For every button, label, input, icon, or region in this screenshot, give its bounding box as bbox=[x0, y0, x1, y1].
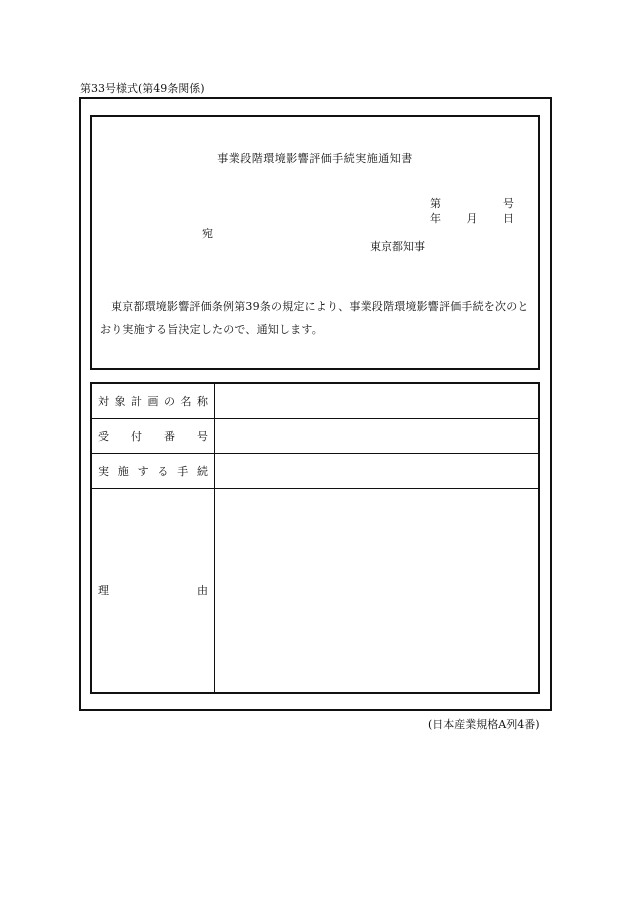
procedure-label: 実 施 す る 手 続 bbox=[91, 453, 215, 488]
notice-body-text: 東京都環境影響評価条例第39条の規定により、事業段階環境影響評価手続を次のとおり実施する旨決定したので、通知します。 bbox=[100, 300, 529, 336]
document-number-suffix: 号 bbox=[503, 197, 514, 210]
table-row bbox=[91, 488, 539, 693]
document-number-prefix: 第 bbox=[430, 197, 441, 210]
plan-name-field[interactable] bbox=[215, 383, 540, 418]
details-table bbox=[90, 382, 540, 694]
date-year-label: 年 bbox=[430, 212, 441, 225]
sender: 東京都知事 bbox=[370, 240, 425, 253]
notice-section bbox=[90, 115, 540, 370]
issue-date bbox=[430, 210, 514, 226]
reason-field[interactable] bbox=[215, 488, 540, 693]
form-number: 第33号様式(第49条関係) bbox=[80, 82, 205, 95]
procedure-field[interactable] bbox=[215, 453, 540, 488]
reason-label: 理 由 bbox=[91, 488, 215, 693]
table-row bbox=[91, 383, 539, 418]
date-day-label: 日 bbox=[503, 212, 514, 225]
receipt-number-field[interactable] bbox=[215, 418, 540, 453]
receipt-number-label: 受 付 番 号 bbox=[91, 418, 215, 453]
document-title: 事業段階環境影響評価手続実施通知書 bbox=[217, 152, 413, 165]
table-row bbox=[91, 418, 539, 453]
addressee: 宛 bbox=[202, 227, 213, 240]
table-row bbox=[91, 453, 539, 488]
document-number bbox=[430, 195, 514, 211]
plan-name-label: 対 象 計 画 の 名 称 bbox=[91, 383, 215, 418]
date-month-label: 月 bbox=[466, 212, 478, 225]
paper-size-note: (日本産業規格A列4番) bbox=[428, 718, 540, 731]
